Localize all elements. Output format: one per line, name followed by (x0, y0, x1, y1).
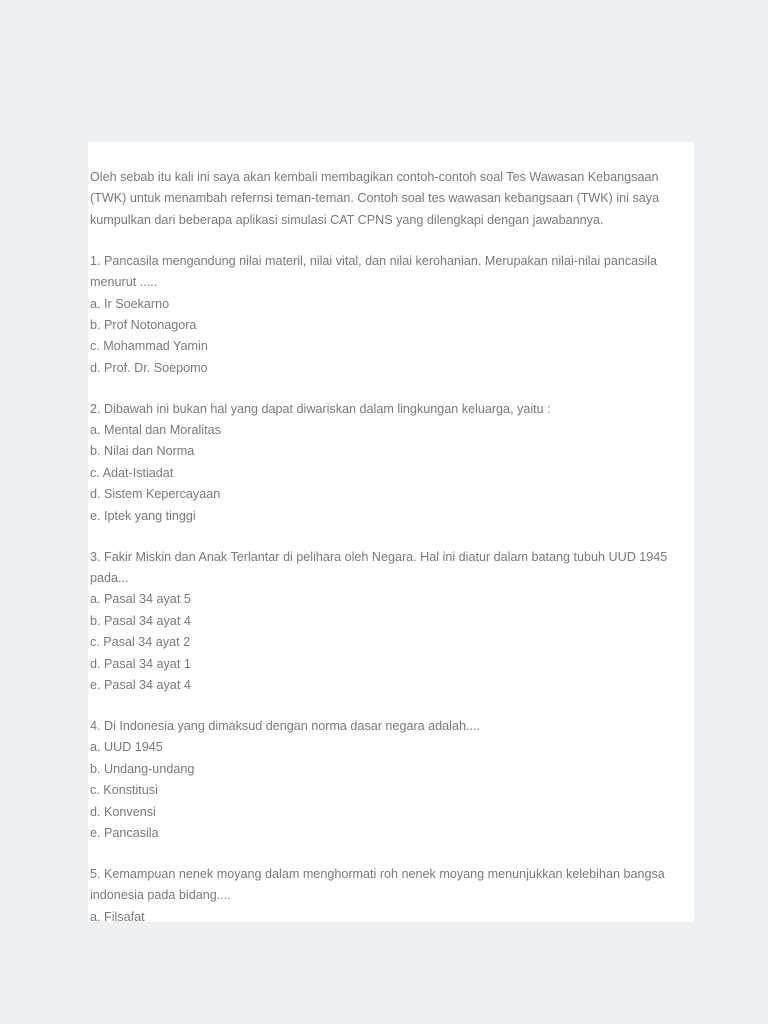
question-1-option-a: a. Ir Soekarno (90, 296, 170, 311)
question-4-option-e: e. Pancasila (90, 825, 159, 840)
question-2-option-c: c. Adat-Istiadat (90, 465, 174, 480)
question-3-option-e: e. Pasal 34 ayat 4 (90, 678, 191, 693)
question-3-option-a: a. Pasal 34 ayat 5 (90, 592, 191, 607)
intro-paragraph: Oleh sebab itu kali ini saya akan kembali membagikan contoh-contoh soal Tes Wawasan Kebangsaan (TWK) untuk menambah refernsi teman-teman. Contoh soal tes wawasan kebangsaan (TWK) ini saya kumpulkan dari beberapa aplikasi simulasi CAT CPNS yang dilengkapi dengan jawabannya. (90, 170, 660, 227)
question-4 (90, 716, 692, 844)
question-3-option-d: d. Pasal 34 ayat 1 (90, 656, 191, 671)
question-2-text: 2. Dibawah ini bukan hal yang dapat diwariskan dalam lingkungan keluarga, yaitu : (90, 401, 551, 416)
document-content (90, 167, 692, 922)
question-5 (90, 864, 692, 922)
question-5-option-a: a. Filsafat (90, 909, 145, 922)
question-3-option-c: c. Pasal 34 ayat 2 (90, 635, 191, 650)
question-1-text: 1. Pancasila mengandung nilai materil, nilai vital, dan nilai kerohanian. Merupakan nilai-nilai pancasila menurut ..... (90, 253, 658, 290)
question-1-option-b: b. Prof Notonagora (90, 317, 197, 332)
question-5-text: 5. Kemampuan nenek moyang dalam menghormati roh nenek moyang menunjukkan kelebihan bangsa indonesia pada bidang.... (90, 866, 665, 903)
question-4-text: 4. Di Indonesia yang dimaksud dengan norma dasar negara adalah.... (90, 718, 480, 733)
question-2-option-b: b. Nilai dan Norma (90, 444, 195, 459)
question-2-option-e: e. Iptek yang tinggi (90, 508, 196, 523)
question-2 (90, 399, 692, 527)
question-1-option-d: d. Prof. Dr. Soepomo (90, 360, 208, 375)
document-page (88, 142, 694, 922)
question-4-option-b: b. Undang-undang (90, 761, 195, 776)
question-4-option-a: a. UUD 1945 (90, 740, 163, 755)
question-1 (90, 251, 692, 379)
question-3-option-b: b. Pasal 34 ayat 4 (90, 613, 191, 628)
question-4-option-c: c. Konstitusi (90, 783, 158, 798)
question-3-text: 3. Fakir Miskin dan Anak Terlantar di pelihara oleh Negara. Hal ini diatur dalam batang tubuh UUD 1945 pada... (90, 549, 668, 585)
question-2-option-a: a. Mental dan Moralitas (90, 423, 221, 438)
question-4-option-d: d. Konvensi (90, 804, 156, 819)
question-2-option-d: d. Sistem Kepercayaan (90, 487, 221, 502)
question-3 (90, 547, 692, 697)
question-1-option-c: c. Mohammad Yamin (90, 339, 208, 354)
